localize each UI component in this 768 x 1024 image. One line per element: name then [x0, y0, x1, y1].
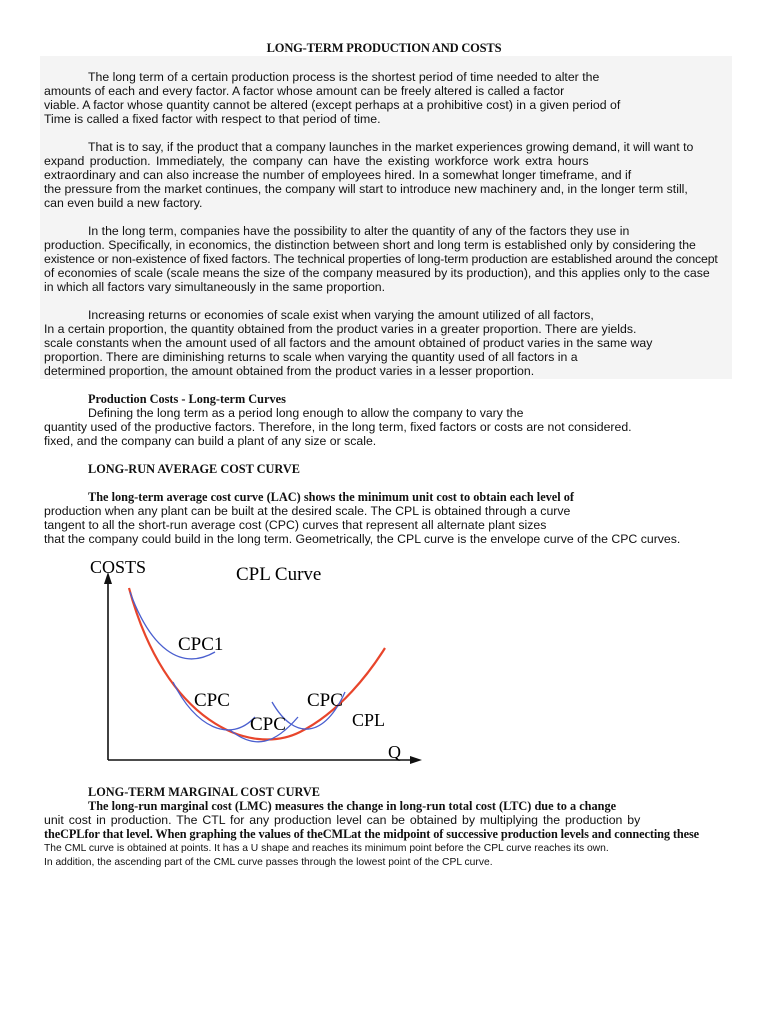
costs-heading: Production Costs - Long-term Curves	[88, 392, 286, 406]
intro-p3-line: production. Specifically, in economics, the distinction between short and long term is established only by considering the	[44, 238, 696, 252]
intro-p4-line: determined proportion, the amount obtained from the product varies in a lesser proportion.	[44, 364, 535, 378]
lmc-bold-line: theCPLfor that level. When graphing the values of theCMLat the midpoint of successive production levels and connecting these	[44, 827, 700, 841]
x-axis-arrow	[410, 756, 422, 764]
cpl-curve-figure	[80, 552, 425, 772]
intro-p1-line: Time is called a fixed factor with respect to that period of time.	[44, 112, 381, 126]
page-title: LONG-TERM PRODUCTION AND COSTS	[266, 41, 502, 55]
cpl-label: CPL	[352, 710, 386, 730]
lmc-heading: LONG-TERM MARGINAL COST CURVE	[88, 785, 320, 799]
intro-p4-line: scale constants when the amount used of all factors and the amount obtained of product varies in the same way	[44, 336, 653, 350]
lac-line: that the company could build in the long term. Geometrically, the CPL curve is the envelope curve of the CPC curves.	[44, 532, 681, 546]
cpc-label: CPC	[194, 690, 230, 711]
intro-p2-line: can even build a new factory.	[44, 196, 203, 210]
intro-p4-line: Increasing returns or economies of scale exist when varying the amount utilized of all factors,	[88, 308, 594, 322]
cpc1-label: CPC1	[178, 634, 224, 655]
x-axis-label: Q	[388, 742, 401, 762]
cpc-label: CPC	[250, 714, 286, 735]
intro-p1-line: viable. A factor whose quantity cannot be altered (except perhaps at a prohibitive cost) in a given period of	[44, 98, 621, 112]
figure-title: CPL Curve	[236, 564, 322, 585]
intro-p2-line: extraordinary and can also increase the number of employees hired. In a somewhat longer timeframe, and if	[44, 168, 632, 182]
intro-p3-line: of economies of scale (scale means the size of the company measured by its production), and this applies only to the case	[44, 266, 710, 280]
intro-p4-line: proportion. There are diminishing returns to scale when varying the quantity used of all factors in a	[44, 350, 578, 364]
intro-p3-line: in which all factors vary simultaneously in the same proportion.	[44, 280, 386, 294]
lmc-small-line: In addition, the ascending part of the CML curve passes through the lowest point of the CPL curve.	[44, 857, 493, 868]
intro-p3-line: In the long term, companies have the possibility to alter the quantity of any of the factors they use in	[88, 224, 630, 238]
lmc-small-line: The CML curve is obtained at points. It has a U shape and reaches its minimum point before the CPL curve reaches its own.	[44, 843, 609, 854]
intro-p1-line: The long term of a certain production process is the shortest period of time needed to alter the	[88, 70, 600, 84]
intro-p2-line: That is to say, if the product that a company launches in the market experiences growing demand, it will want to	[88, 140, 694, 154]
costs-line: Defining the long term as a period long enough to allow the company to vary the	[88, 406, 524, 420]
cpc-label: CPC	[307, 690, 343, 711]
intro-p1-line: amounts of each and every factor. A factor whose amount can be freely altered is called a factor	[44, 84, 565, 98]
lac-bold-line: The long-term average cost curve (LAC) shows the minimum unit cost to obtain each level of	[88, 490, 575, 504]
lac-line: production when any plant can be built at the desired scale. The CPL is obtained through a curve	[44, 504, 571, 518]
costs-line: quantity used of the productive factors. Therefore, in the long term, fixed factors or costs are not considered.	[44, 420, 632, 434]
y-axis-label: COSTS	[90, 557, 147, 577]
lac-line: tangent to all the short-run average cost (CPC) curves that represent all alternate plant sizes	[44, 518, 547, 532]
lac-heading: LONG-RUN AVERAGE COST CURVE	[88, 462, 300, 476]
intro-p4-line: In a certain proportion, the quantity obtained from the product varies in a greater proportion. There are yields.	[44, 322, 637, 336]
intro-p3-line: existence or non-existence of fixed factors. The technical properties of long-term production are established around the concept	[44, 252, 718, 266]
lmc-bold-line: The long-run marginal cost (LMC) measures the change in long-run total cost (LTC) due to a change	[88, 799, 617, 813]
intro-p2-line: expand production. Immediately, the company can have the existing workforce work extra hours	[44, 154, 589, 168]
lmc-line: unit cost in production. The CTL for any production level can be obtained by multiplying the production by	[44, 813, 641, 827]
costs-line: fixed, and the company can build a plant of any size or scale.	[44, 434, 377, 448]
intro-p2-line: the pressure from the market continues, the company will start to introduce new machinery and, in the longer term still,	[44, 182, 688, 196]
